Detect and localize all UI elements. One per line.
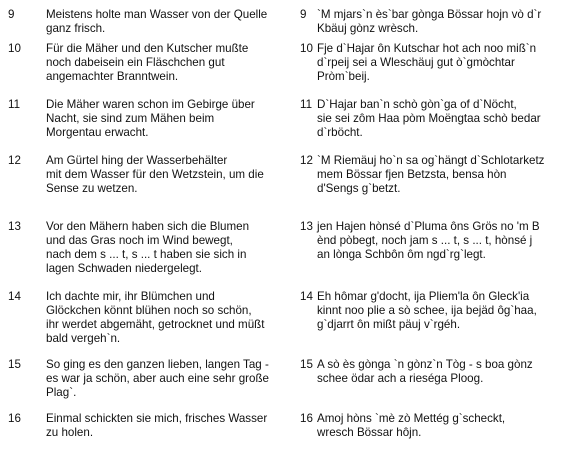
verse-number: 9	[300, 8, 307, 21]
verse-number: 14	[8, 290, 21, 303]
verse-number: 10	[8, 42, 21, 55]
verse-number: 16	[300, 412, 313, 425]
verse-text: `M Riemäuj ho`n sa og`hängt d`Schlotarketz mem Bössar fjen Betzsta, bensa hòn d'Sengs g`betzt.	[317, 154, 545, 195]
verse-text: So ging es den ganzen lieben, langen Tag - es war ja schön, aber auch eine sehr große Plag`.	[46, 358, 269, 399]
verse-text: D`Hajar ban`n schò gòn`ga of d`Nöcht, sie sei zôm Haa pòm Moëngtaa schò bedar d`rböcht.	[317, 98, 541, 139]
verse-number: 15	[300, 358, 313, 371]
verse-number: 16	[8, 412, 21, 425]
verse-text: Meistens holte man Wasser von der Quelle ganz frisch.	[46, 8, 268, 35]
verse-text: Die Mäher waren schon im Gebirge über Nacht, sie sind zum Mähen beim Morgentau erwacht.	[46, 98, 255, 139]
verse-text: Am Gürtel hing der Wasserbehälter mit dem Wasser für den Wetzstein, um die Sense zu wetzen.	[46, 154, 264, 195]
verse-number: 13	[300, 220, 313, 233]
verse-number: 9	[8, 8, 15, 21]
verse-number: 11	[8, 98, 21, 111]
verse-text: Amoj hòns `mè zò Mettég g`scheckt, wresch Bössar hôjn.	[317, 412, 506, 439]
verse-number: 15	[8, 358, 21, 371]
verse-text: Für die Mäher und den Kutscher mußte noch dabeisein ein Fläschchen gut angemachter Branntwein.	[46, 42, 249, 83]
verse-text: Fje d`Hajar ôn Kutschar hot ach noo miß`n d`rpeij sei a Wleschäuj gut ò`gmòchtar Pròm`beij.	[317, 42, 537, 83]
verse-text: `M mjars`n ès`bar gònga Bössar hojn vò d`r Kbäuj gònz wrèsch.	[317, 8, 542, 35]
verse-number: 11	[300, 98, 313, 111]
verse-number: 13	[8, 220, 21, 233]
verse-number: 12	[8, 154, 21, 167]
verse-text: jen Hajen hònsé d`Pluma ôns Grös no 'm B ènd pòbegt, noch jam s ... t, s ... t, hònsé j an lònga Schbôn ôm ngd`rg`legt.	[317, 220, 540, 261]
verse-text: Eh hômar g'docht, ija Pliem'la ôn Gleck'ia kinnt noo plie a sò schee, ija bejäd ôg`haa, g`djarrt ôn mißt päuj v`rgéh.	[317, 290, 537, 331]
verse-text: A sò ès gònga `n gònz`n Tòg - s boa gònz schee ödar ach a rieséga Ploog.	[317, 358, 533, 385]
verse-number: 12	[300, 154, 313, 167]
verse-number: 14	[300, 290, 313, 303]
verse-text: Vor den Mähern haben sich die Blumen und das Gras noch im Wind bewegt, nach dem s ... t, s ... t haben sie sich in lagen Schwaden niedergelegt.	[46, 220, 250, 275]
verse-number: 10	[300, 42, 313, 55]
verse-text: Ich dachte mir, ihr Blümchen und Glöckchen könnt blühen noch so schön, ihr werdet abgemäht, getrocknet und müßt bald vergeh`n.	[46, 290, 265, 345]
verse-text: Einmal schickten sie mich, frisches Wasser zu holen.	[46, 412, 268, 439]
